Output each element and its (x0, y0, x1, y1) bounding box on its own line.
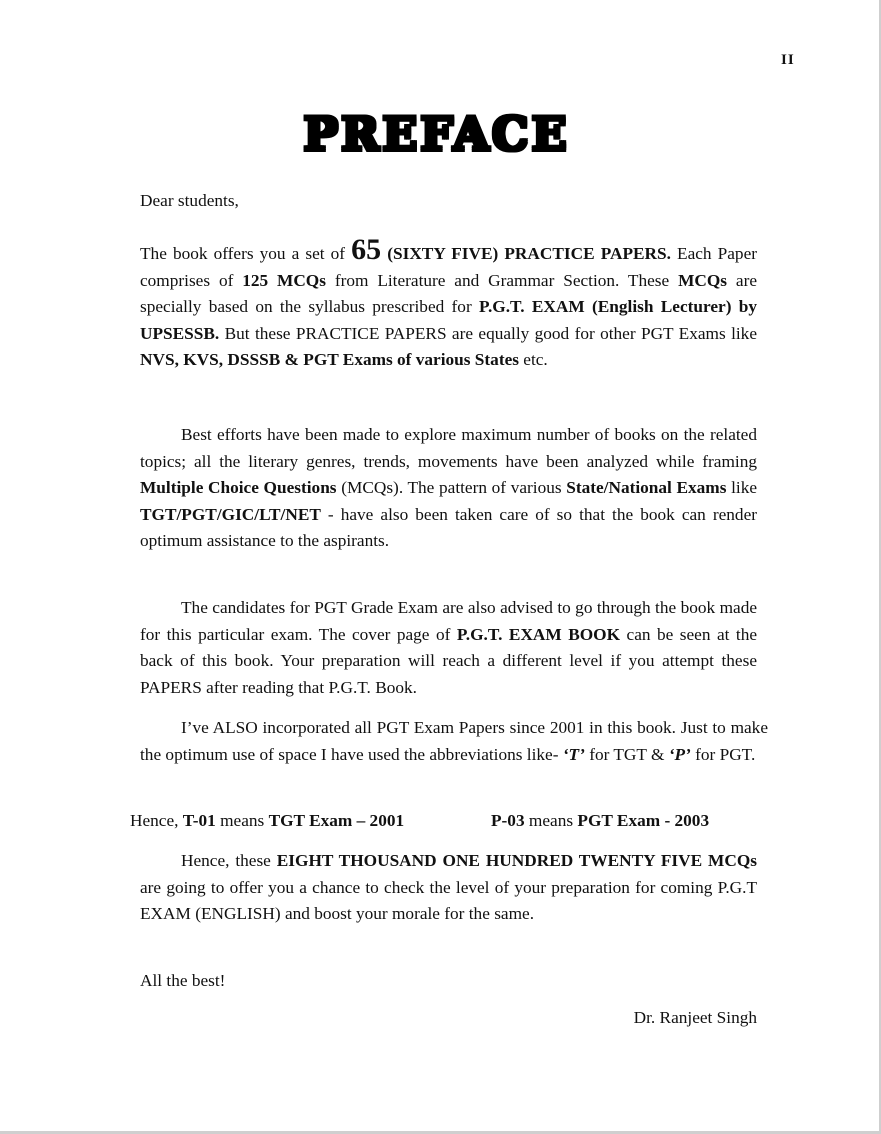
p1-bold: MCQs (678, 270, 728, 290)
p1-bold: NVS, KVS, DSSSB & PGT Exams of various States (140, 350, 519, 369)
example-tgt (130, 810, 404, 832)
p2-bold: Multiple Choice Questions (140, 478, 337, 497)
example-bold: PGT Exam - 2003 (577, 811, 710, 830)
p1-text: The book offers you a set of (140, 244, 352, 263)
p5-text: Hence, these (181, 851, 277, 870)
p2-text: like (726, 478, 758, 497)
example-text: Hence, (130, 811, 183, 830)
p3-text: The candidates for PGT Grade Exam are also advised to go through the book made for this particular exam. The cover page of (140, 598, 757, 644)
example-pgt (491, 810, 709, 832)
p5-text: are going to offer you a chance to check the level of your preparation for coming P.G.T EXAM (ENGLISH) and boost your morale for the same. (140, 877, 757, 923)
p1-text: are specially based on the syllabus prescribed for (140, 270, 758, 316)
p1-number: 65 (351, 233, 382, 266)
paragraph-5 (140, 848, 757, 928)
page-title (140, 104, 733, 164)
signature: Dr. Ranjeet Singh (633, 1008, 757, 1027)
p2-text: (MCQs). The pattern of various (336, 478, 567, 497)
p1-bold: 125 MCQs (242, 270, 326, 290)
p4-text: I’ve ALSO incorporated all PGT Exam Papers since 2001 in this book. Just to make the optimum use of space I have used the abbreviations like- (140, 718, 768, 764)
p1-text: Each Paper comprises of (140, 244, 757, 290)
p1-text: from Literature and Grammar Section. These (325, 270, 679, 290)
p1-bold: (SIXTY FIVE) PRACTICE PAPERS. (381, 244, 671, 263)
closing: All the best! (140, 971, 226, 990)
p3-bold: P.G.T. EXAM BOOK (456, 624, 621, 644)
page-title-text: PREFACE (303, 107, 570, 161)
p3-text: can be seen at the back of this book. Your preparation will reach a different level if you attempt these PAPERS after reading that P.G.T. Book. (140, 624, 758, 697)
greeting: Dear students, (140, 191, 239, 210)
paragraph-4 (140, 715, 768, 768)
p1-text: etc. (518, 350, 548, 369)
p2-text: - have also been taken care of so that the book can render optimum assistance to the aspirants. (140, 504, 757, 550)
paragraph-3 (140, 595, 757, 701)
paragraph-2 (140, 422, 757, 555)
p1-text: But these PRACTICE PAPERS are equally good for other PGT Exams like (219, 323, 757, 343)
example-text: means (215, 811, 269, 830)
example-bold: TGT Exam – 2001 (268, 811, 405, 830)
example-text: means (524, 811, 578, 830)
paragraph-1 (140, 233, 758, 374)
p4-text: for TGT & (584, 744, 669, 764)
p2-text: Best efforts have been made to explore maximum number of books on the related topics; all the literary genres, trends, movements have been analyzed while framing (140, 425, 757, 471)
p2-bold: State/National Exams (566, 478, 727, 497)
p4-bold: ‘P’ (668, 744, 691, 764)
example-bold: T-01 (182, 811, 216, 830)
p4-text: for PGT. (690, 744, 756, 764)
page-number: II (781, 52, 795, 68)
p2-bold: TGT/PGT/GIC/LT/NET (140, 504, 321, 524)
p4-bold: ‘T’ (562, 744, 585, 764)
p5-bold: EIGHT THOUSAND ONE HUNDRED TWENTY FIVE MCQs (276, 851, 757, 870)
p1-bold: P.G.T. EXAM (English Lecturer) by UPSESSB. (140, 297, 758, 343)
example-bold: P-03 (491, 811, 525, 830)
